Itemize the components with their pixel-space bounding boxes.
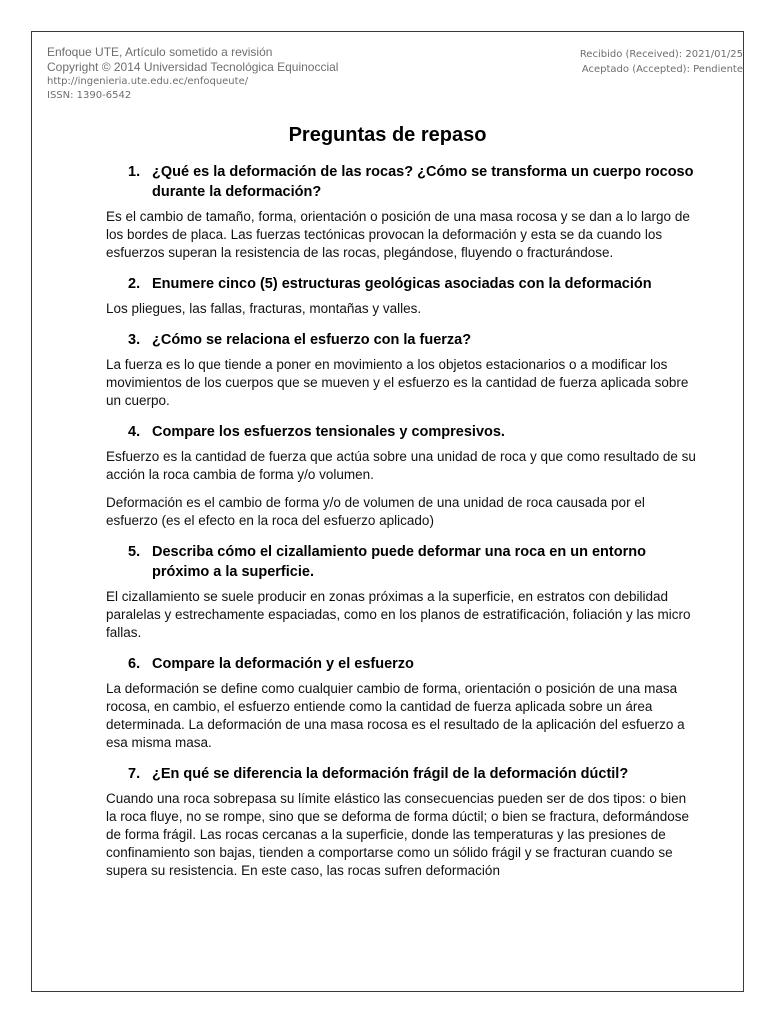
question-block	[106, 330, 696, 410]
document-page	[31, 31, 744, 992]
copyright-line: Copyright © 2014 Universidad Tecnológica Equinoccial	[47, 60, 339, 74]
question-number: 6.	[128, 656, 141, 672]
question-text: ¿Cómo se relaciona el esfuerzo con la fuerza?	[152, 332, 472, 348]
journal-header	[47, 45, 338, 103]
question-block	[106, 422, 696, 530]
question-number: 5.	[128, 544, 141, 560]
question-heading	[106, 422, 696, 442]
accepted-date: Aceptado (Accepted): Pendiente	[581, 64, 743, 75]
question-text: Enumere cinco (5) estructuras geológicas asociadas con la deformación	[152, 276, 652, 292]
question-number: 4.	[128, 424, 141, 440]
question-text: ¿Qué es la deformación de las rocas? ¿Cómo se transforma un cuerpo rocoso durante la deformación?	[152, 164, 694, 200]
question-heading	[106, 542, 696, 582]
question-block	[106, 764, 696, 880]
question-block	[106, 162, 696, 262]
question-text: Compare la deformación y el esfuerzo	[152, 656, 414, 672]
question-number: 1.	[128, 164, 141, 180]
question-text: ¿En qué se diferencia la deformación frágil de la deformación dúctil?	[152, 766, 629, 782]
issn-line: ISSN: 1390-6542	[47, 90, 132, 101]
question-block	[106, 542, 696, 642]
received-date: Recibido (Received): 2021/01/25	[579, 49, 743, 60]
question-number: 3.	[128, 332, 141, 348]
answer-paragraph: Los pliegues, las fallas, fracturas, montañas y valles.	[106, 301, 422, 316]
question-number: 7.	[128, 766, 141, 782]
question-block	[106, 654, 696, 752]
answer-paragraph: Es el cambio de tamaño, forma, orientación o posición de una masa rocosa y se dan a lo largo de los bordes de placa. Las fuerzas tectónicas provocan la deformación y esta se da cuando los esfuerzos superan la resistencia de las rocas, plegándose, fluyendo o fracturándose.	[106, 209, 690, 260]
question-heading	[106, 330, 696, 350]
question-heading	[106, 764, 696, 784]
question-heading	[106, 274, 696, 294]
answer-paragraph: Esfuerzo es la cantidad de fuerza que actúa sobre una unidad de roca y que como resultado de su acción la roca cambia de forma y/o volumen.	[106, 449, 696, 482]
question-heading	[106, 654, 696, 674]
question-heading	[106, 162, 696, 202]
question-text: Describa cómo el cizallamiento puede deformar una roca en un entorno próximo a la superficie.	[152, 544, 646, 580]
journal-name: Enfoque UTE, Artículo sometido a revisión	[47, 45, 273, 59]
page-title: Preguntas de repaso	[288, 124, 487, 146]
answer-paragraph: Cuando una roca sobrepasa su límite elástico las consecuencias pueden ser de dos tipos: o bien la roca fluye, no se rompe, sino que se deforma de forma dúctil; o bien se fractura, deformándose de forma frágil. Las rocas cercanas a la superficie, donde las temperaturas y las presiones de confinamiento son bajas, tienden a comportarse como un sólido frágil y se fracturan cuando se supera su resistencia. En este caso, las rocas sufren deformación	[106, 791, 690, 878]
questions-list	[106, 162, 696, 892]
answer-paragraph: La deformación se define como cualquier cambio de forma, orientación o posición de una masa rocosa, en cambio, el esfuerzo entiende como la cantidad de fuerza aplicada sobre un área determinada. La deformación de una masa rocosa es el resultado de la aplicación del esfuerzo a esa misma masa.	[106, 681, 685, 750]
dates-header	[580, 47, 743, 77]
answer-paragraph: La fuerza es lo que tiende a poner en movimiento a los objetos estacionarios o a modificar los movimientos de los cuerpos que se mueven y el esfuerzo es la cantidad de fuerza aplicada sobre un cuerpo.	[106, 357, 689, 408]
question-block	[106, 274, 696, 318]
journal-url: http://ingenieria.ute.edu.ec/enfoqueute/	[47, 76, 249, 87]
question-text: Compare los esfuerzos tensionales y compresivos.	[152, 424, 505, 440]
answer-paragraph: El cizallamiento se suele producir en zonas próximas a la superficie, en estratos con debilidad paralelas y estrechamente espaciadas, como en los planos de estratificación, foliación y las micro fallas.	[106, 589, 691, 640]
question-number: 2.	[128, 276, 141, 292]
answer-paragraph: Deformación es el cambio de forma y/o de volumen de una unidad de roca causada por el esfuerzo (es el efecto en la roca del esfuerzo aplicado)	[106, 495, 645, 528]
